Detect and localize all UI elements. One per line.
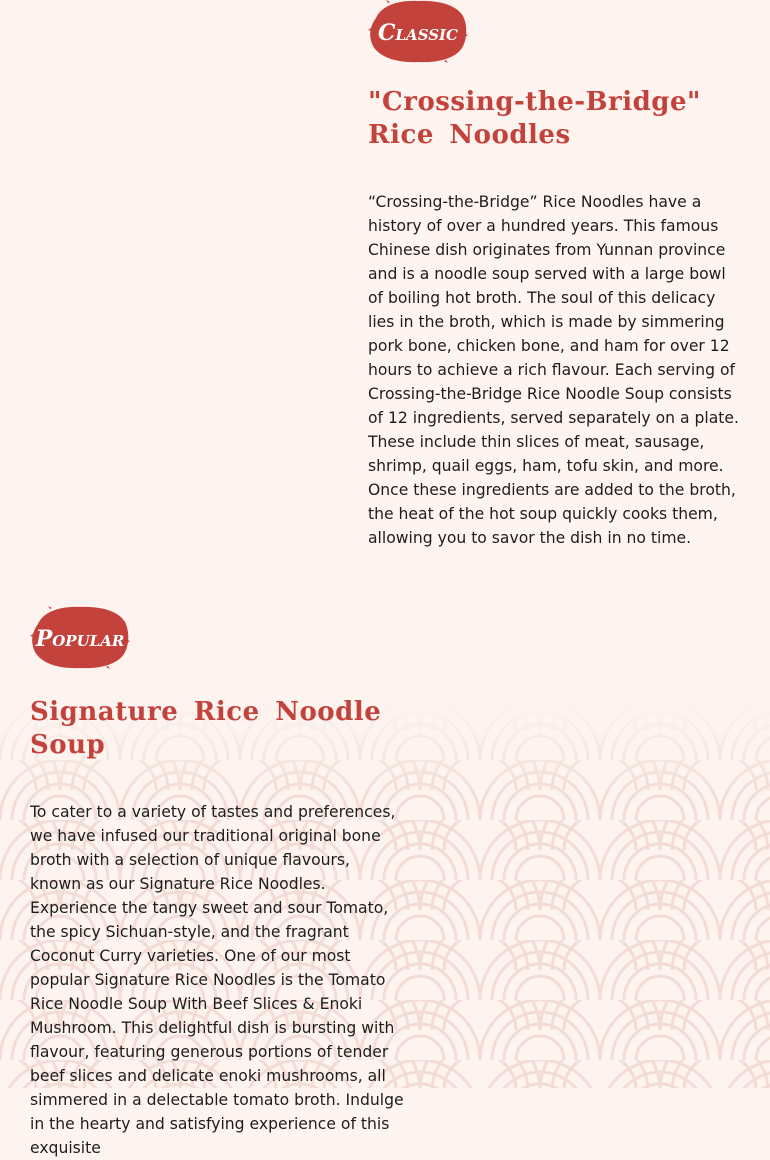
classic-description: “Crossing-the-Bridge” Rice Noodles have a history of over a hundred years. This famous Chinese dish originates from Yunnan province and is a noodle soup served with a large bowl of boiling hot broth. The soul of this delicacy lies in the broth, which is made by simmering pork bone, chicken bone, and ham for over 12 hours to achieve a rich flavour. Each serving of Crossing-the-Bridge Rice Noodle Soup consists of 12 ingredients, served separately on a plate. These include thin slices of meat, sausage, shrimp, quail eggs, ham, tofu skin, and more. Once these ingredients are added to the broth, the heat of the hot soup quickly cooks them, allowing you to savor the dish in no time. [368, 193, 739, 547]
classic-title: "Crossing-the-Bridge" Rice Noodles [368, 87, 702, 150]
popular-title: Signature Rice Noodle Soup [30, 697, 382, 760]
classic-badge-label: Classic [378, 20, 458, 46]
classic-section [368, 0, 740, 550]
popular-badge-label: Popular [35, 626, 125, 652]
popular-section [30, 604, 410, 1160]
classic-badge [368, 0, 468, 64]
popular-description: To cater to a variety of tastes and preferences, we have infused our traditional original bone broth with a selection of unique flavours, known as our Signature Rice Noodles. Experience the tangy sweet and sour Tomato, the spicy Sichuan-style, and the fragrant Coconut Curry varieties. One of our most popular Signature Rice Noodles is the Tomato Rice Noodle Soup With Beef Slices & Enoki Mushroom. This delightful dish is bursting with flavour, featuring generous portions of tender beef slices and delicate enoki mushrooms, all simmered in a delectable tomato broth. Indulge in the hearty and satisfying experience of this exquisite [30, 803, 404, 1157]
popular-badge [30, 604, 130, 670]
